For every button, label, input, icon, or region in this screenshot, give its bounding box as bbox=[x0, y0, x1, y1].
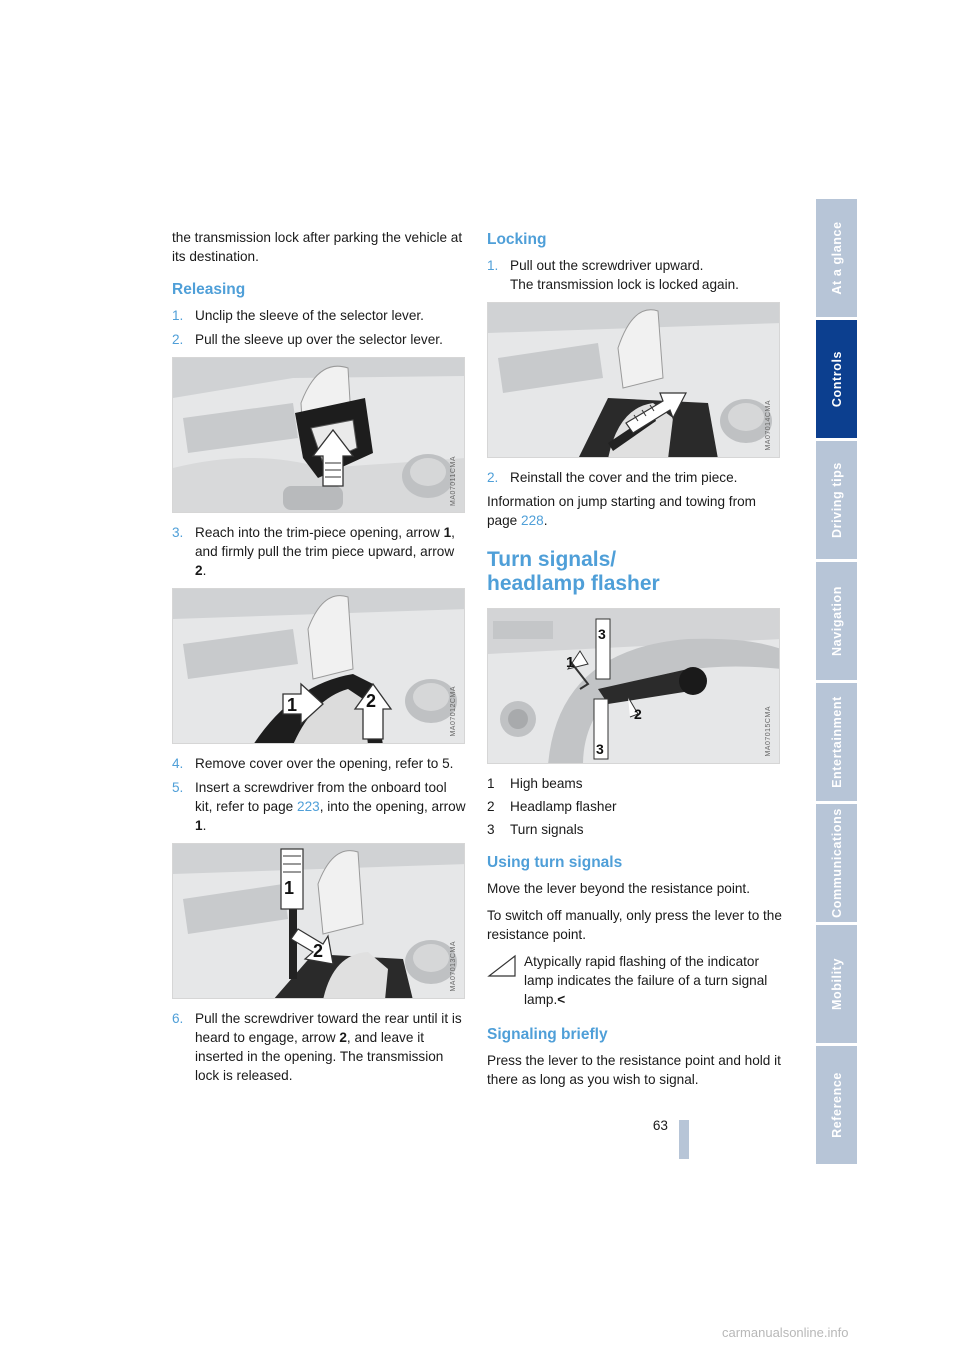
step-text: , and firmly pull the trim piece upward, arrow bbox=[195, 525, 455, 559]
using-paragraph-2: To switch off manually, only press the lever to the resistance point. bbox=[487, 908, 782, 942]
legend-number: 1 bbox=[487, 776, 495, 791]
note-block bbox=[487, 952, 782, 1009]
step-text: Remove cover over the opening, refer to 5. bbox=[195, 756, 454, 771]
step-4 bbox=[172, 754, 467, 773]
tab-communications[interactable] bbox=[816, 804, 857, 922]
step-number: 2. bbox=[172, 332, 184, 347]
intro-paragraph: the transmission lock after parking the vehicle at its destination. bbox=[172, 230, 463, 264]
locking-heading: Locking bbox=[487, 231, 547, 248]
arrow-number: 1 bbox=[195, 818, 203, 833]
step-5 bbox=[172, 778, 467, 835]
figure-code: MA07011CMA bbox=[450, 455, 457, 506]
step-text: , into the opening, arrow bbox=[319, 799, 466, 814]
svg-text:1: 1 bbox=[287, 695, 298, 715]
svg-text:2: 2 bbox=[366, 691, 377, 711]
svg-text:2: 2 bbox=[634, 706, 642, 722]
tab-label: Mobility bbox=[829, 957, 844, 1011]
step-number: 1. bbox=[487, 258, 499, 273]
figure-locking bbox=[487, 302, 780, 458]
svg-text:1: 1 bbox=[284, 878, 295, 898]
heading-line: headlamp flasher bbox=[487, 572, 660, 595]
figure-code: MA07015CMA bbox=[765, 706, 772, 757]
figure-code: MA07013CMA bbox=[450, 941, 457, 992]
legend-text: Headlamp flasher bbox=[510, 799, 617, 814]
step-text: . bbox=[202, 563, 207, 578]
figure-code: MA07014CMA bbox=[765, 400, 772, 451]
step-text: . bbox=[202, 818, 207, 833]
tab-label: Navigation bbox=[829, 586, 844, 656]
step-text: Pull the sleeve up over the selector lever. bbox=[195, 332, 443, 347]
step-number: 3. bbox=[172, 525, 184, 540]
step-text: The transmission lock is locked again. bbox=[510, 277, 739, 292]
step-number: 5. bbox=[172, 780, 184, 795]
legend-text: Turn signals bbox=[510, 822, 584, 837]
svg-text:2: 2 bbox=[313, 941, 324, 961]
step-1 bbox=[172, 306, 467, 325]
watermark: carmanualsonline.info bbox=[722, 1325, 849, 1340]
tab-label: Entertainment bbox=[829, 696, 844, 788]
section-tabs bbox=[816, 199, 857, 1167]
step-number: 2. bbox=[487, 470, 499, 485]
tab-label: Controls bbox=[829, 350, 844, 408]
legend-item bbox=[487, 820, 782, 839]
page-number-bar bbox=[679, 1120, 689, 1159]
figure-selector-sleeve bbox=[172, 357, 465, 513]
step-text: Unclip the sleeve of the selector lever. bbox=[195, 308, 424, 323]
legend-text: High beams bbox=[510, 776, 583, 791]
legend-item bbox=[487, 797, 782, 816]
legend-number: 2 bbox=[487, 799, 495, 814]
tab-navigation[interactable] bbox=[816, 562, 857, 680]
step-text: Pull the screwdriver toward the rear until it is heard to engage, arrow bbox=[195, 1011, 462, 1045]
arrow-number: 2 bbox=[195, 563, 203, 578]
step-3 bbox=[172, 523, 467, 580]
svg-text:3: 3 bbox=[598, 626, 606, 642]
tab-entertainment[interactable] bbox=[816, 683, 857, 801]
note-arrow-icon bbox=[487, 954, 517, 978]
info-text: Information on jump starting and towing from page bbox=[487, 494, 756, 528]
tab-driving-tips[interactable] bbox=[816, 441, 857, 559]
arrow-number: 1 bbox=[443, 525, 452, 540]
step-number: 1. bbox=[172, 308, 184, 323]
using-turn-signals-heading: Using turn signals bbox=[487, 854, 623, 871]
step-text: Reinstall the cover and the trim piece. bbox=[510, 470, 738, 485]
page-link[interactable]: 223 bbox=[297, 799, 320, 814]
right-column bbox=[487, 228, 782, 1097]
step-number: 4. bbox=[172, 756, 184, 771]
note-end-mark: < bbox=[557, 992, 566, 1007]
tab-reference[interactable] bbox=[816, 1046, 857, 1164]
figure-code: MA07012CMA bbox=[450, 686, 457, 737]
info-paragraph bbox=[487, 492, 782, 530]
step-text: Insert a screwdriver from the onboard tool kit, refer to page bbox=[195, 780, 447, 814]
tab-label: Driving tips bbox=[829, 462, 844, 538]
tab-label: Communications bbox=[829, 808, 844, 918]
signaling-briefly-heading: Signaling briefly bbox=[487, 1026, 608, 1043]
svg-text:1: 1 bbox=[566, 654, 575, 671]
arrow-number: 2 bbox=[339, 1030, 347, 1045]
locking-step-2 bbox=[487, 468, 782, 487]
heading-line: Turn signals/ bbox=[487, 548, 617, 571]
locking-step-1 bbox=[487, 256, 782, 294]
step-text: Reach into the trim-piece opening, arrow bbox=[195, 525, 444, 540]
tab-mobility[interactable] bbox=[816, 925, 857, 1043]
left-column bbox=[172, 228, 467, 1090]
figure-turn-signal-lever bbox=[487, 608, 780, 764]
note-text: Atypically rapid flashing of the indicator lamp indicates the failure of a turn signal lamp. bbox=[524, 954, 768, 1007]
tab-controls[interactable] bbox=[816, 320, 857, 438]
using-paragraph-1: Move the lever beyond the resistance point. bbox=[487, 881, 750, 896]
legend-number: 3 bbox=[487, 822, 495, 837]
legend-item bbox=[487, 774, 782, 793]
svg-text:3: 3 bbox=[596, 741, 604, 757]
step-2 bbox=[172, 330, 467, 349]
figure-screwdriver bbox=[172, 843, 465, 999]
step-text: , and leave it inserted in the opening. The transmission lock is released. bbox=[195, 1030, 444, 1083]
step-6 bbox=[172, 1009, 467, 1085]
figure-trim-piece bbox=[172, 588, 465, 744]
step-text: Pull out the screwdriver upward. bbox=[510, 258, 704, 273]
tab-at-a-glance[interactable] bbox=[816, 199, 857, 317]
page-number: 63 bbox=[652, 1118, 668, 1133]
releasing-heading: Releasing bbox=[172, 281, 246, 298]
page-link[interactable]: 228 bbox=[521, 513, 544, 528]
signaling-paragraph: Press the lever to the resistance point and hold it there as long as you wish to signal. bbox=[487, 1053, 781, 1087]
info-text: . bbox=[543, 513, 548, 528]
turn-signals-heading bbox=[487, 548, 782, 596]
step-number: 6. bbox=[172, 1011, 184, 1026]
tab-label: At a glance bbox=[829, 221, 844, 295]
tab-label: Reference bbox=[829, 1072, 844, 1138]
